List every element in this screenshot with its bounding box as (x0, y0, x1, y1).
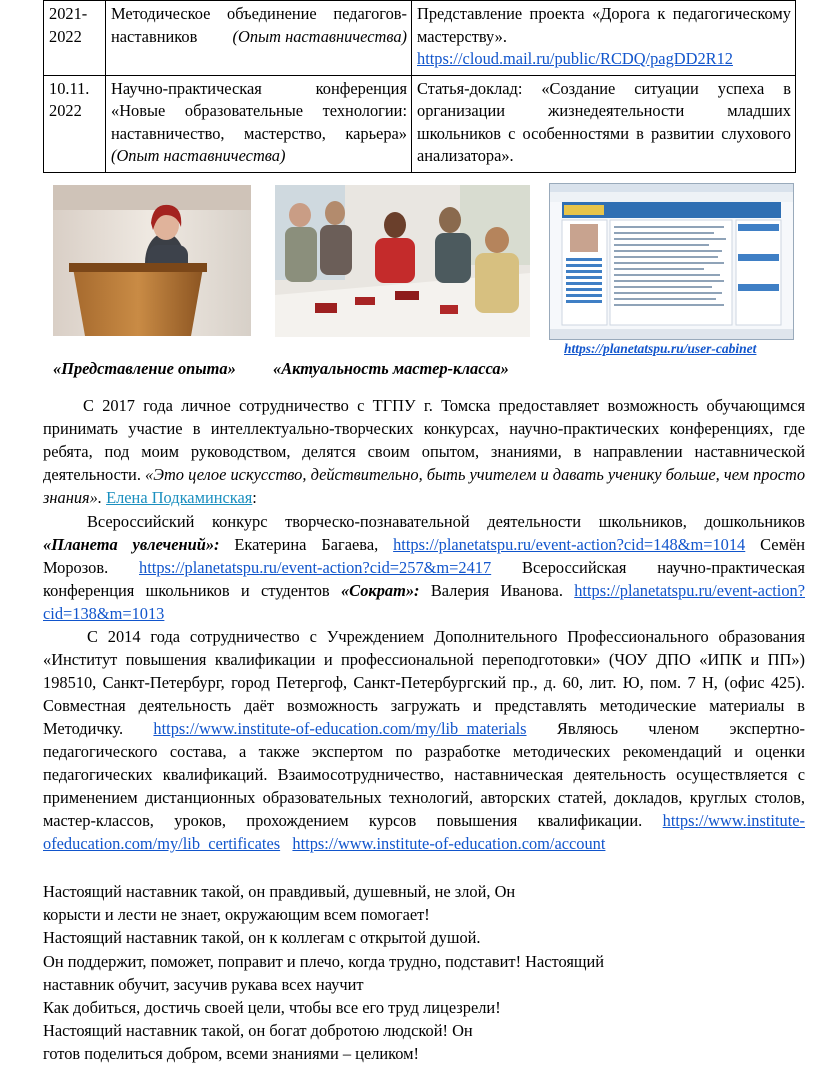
speaker-photo-image (53, 185, 251, 336)
table-row (44, 1, 796, 76)
result-cell (412, 1, 796, 76)
institute-intro: С 2014 года сотрудничество с Учреждением Дополнительного Профессионального образования «Институт повышения квалификации и профессиональной переподготовки» (ЧОУ ДПО «ИПК и ПП») (43, 627, 805, 669)
quote-text: «Это целое искусство, действительно, быть учителем и давать ученику больше, чем просто знания». (43, 465, 806, 507)
student-name-2: Семён Морозов. (43, 535, 805, 577)
event-text: Научно-практическая конференция «Новые образовательные технологии: наставничество, мастерство, карьера» (111, 78, 407, 143)
expert-text: Являюсь членом экспертно-педагогического состава, а также экспертом по разработке методических рекомендаций и оценки педагогических квалификаций. Взаимосотрудничество, наставническая деятельность осуществляется с применением дистанционных образовательных технологий, авторских статей, докладов, круглых столов, мастер-классов, уроков, прохождением курсов повышения квалификации. (43, 719, 805, 830)
result-cell (412, 75, 796, 172)
lib-materials-link[interactable]: https://www.institute-of-education.com/my/lib_materials (153, 719, 527, 738)
table-row (44, 75, 796, 172)
institute-address: 198510, Санкт-Петербург, город Петергоф, Санкт-Петербургский пр., д. 60, лит. Ю, пом. 7 Н, (офис 425). (43, 673, 805, 692)
poem-line: Настоящий наставник такой, он богат добротою людской! Он (43, 1021, 473, 1041)
contest-planet-name: «Планета увлечений»: (43, 535, 220, 554)
master-class-photo-image (275, 185, 530, 337)
event-text: Методическое объединение педагогов-наставников (111, 4, 407, 46)
conference-text: Всероссийская научно-практическая конференция школьников и студентов (43, 558, 805, 600)
author-colon: : (252, 488, 257, 507)
author-link[interactable]: Елена Подкаминская (106, 488, 253, 507)
poem-line: готов поделиться добром, всеми знаниями – целиком! (43, 1044, 420, 1064)
event-cell (106, 75, 412, 172)
contest-link-2[interactable]: https://planetatspu.ru/event-action?cid=257&m=2417 (139, 558, 492, 577)
result-text: Представление проекта «Дорога к педагогическому мастерству». (417, 4, 791, 46)
caption-experience: «Представление опыта» (53, 359, 236, 378)
paragraph-tspu (43, 394, 805, 509)
caption-master-class: «Актуальность мастер-класса» (273, 359, 509, 378)
project-link[interactable]: https://cloud.mail.ru/public/RCDQ/pagDD2R12 (417, 49, 733, 68)
contest-intro: Всероссийский конкурс творческо-познавательной деятельности школьников, дошкольников (87, 512, 805, 531)
paragraph-tspu-text: С 2017 года личное сотрудничество с ТГПУ г. Томска предоставляет возможность обучающимся принимать участие в интеллектуально-творческих конкурсах, научно-практических конференциях, где ребята, под моим руководством, делятся своим опытом, знаниями, в направлении наставнической деятельности. (43, 396, 805, 484)
contest-link-3[interactable]: https://planetatspu.ru/event-action?cid=138&m=1013 (43, 581, 805, 623)
event-cell (106, 1, 412, 76)
event-note: (Опыт наставничества) (232, 26, 407, 46)
account-link[interactable]: https://www.institute-of-education.com/account (292, 834, 606, 853)
poem-line: Настоящий наставник такой, он к коллегам с открытой душой. (43, 928, 481, 948)
date-cell (44, 1, 106, 76)
photo-speaker (53, 185, 251, 336)
poem (43, 880, 604, 1066)
website-screenshot-image (550, 184, 793, 339)
result-text: Статья-доклад: «Создание ситуации успеха в организации жизнедеятельности младших школьников с особенностями в развитии слухового анализатора». (417, 78, 791, 165)
photo-master-class (275, 185, 530, 337)
date-cell (44, 75, 106, 172)
paragraph-institute (43, 625, 805, 855)
institute-collab-text: Совместная деятельность даёт возможность загружать и представлять методические материалы в Методичку. (43, 696, 805, 738)
event-note: (Опыт наставничества) (111, 146, 286, 165)
events-table (43, 0, 796, 173)
lib-certificates-link[interactable]: https://www.institute-ofeducation.com/my/lib_certificates (43, 811, 805, 853)
poem-line: Настоящий наставник такой, он правдивый, душевный, не злой, Он (43, 882, 516, 901)
planetatspu-cabinet-link[interactable]: https://planetatspu.ru/user-cabinet (564, 341, 757, 356)
student-name-3: Валерия Иванова. (430, 581, 563, 600)
date-text: 10.11. 2022 (49, 78, 90, 120)
poem-line: корысти и лести не знает, окружающим всем помогает! (43, 905, 430, 925)
contest-socrat-name: «Сократ»: (340, 581, 420, 600)
poem-line: Как добиться, достичь своей цели, чтобы все его труд лицезрели! (43, 998, 501, 1018)
contest-link-1[interactable]: https://planetatspu.ru/event-action?cid=148&m=1014 (393, 535, 746, 554)
student-name-1: Екатерина Багаева, (234, 535, 379, 554)
date-text: 2021-2022 (49, 4, 88, 46)
paragraph-contests (43, 510, 805, 625)
poem-line: Он поддержит, поможет, поправит и плечо, когда трудно, подставит! Настоящий (43, 951, 605, 971)
poem-line: наставник обучит, засучив рукава всех научит (43, 974, 364, 994)
photo-website-screenshot (549, 183, 794, 340)
